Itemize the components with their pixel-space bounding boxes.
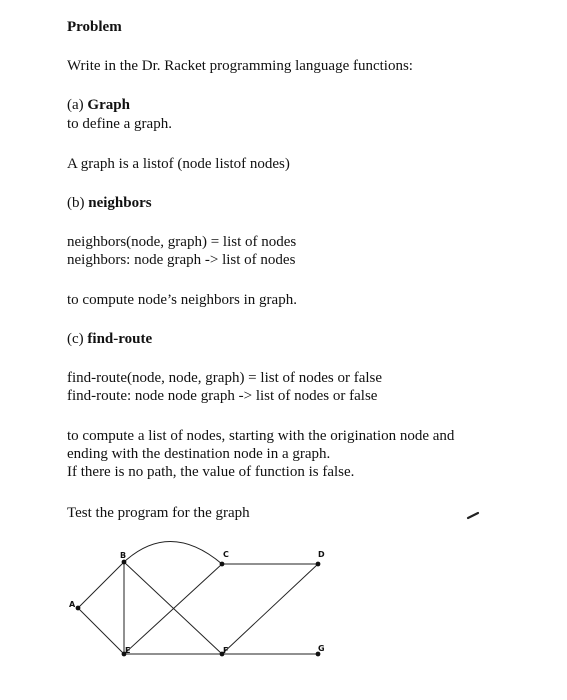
edge-a-e	[78, 608, 124, 654]
part-c-prefix: (c)	[67, 331, 88, 347]
part-b-prefix: (b)	[67, 195, 89, 211]
edge-f-d	[222, 564, 318, 654]
stray-mark	[468, 513, 478, 518]
graph-label-a: A	[69, 600, 76, 609]
part-c-signature-1: find-route(node, node, graph) = list of nodes or false	[67, 370, 383, 386]
graph-node-d	[316, 562, 321, 567]
graph-node-b	[122, 560, 127, 565]
graph-node-c	[220, 562, 225, 567]
edge-a-b	[78, 562, 124, 608]
graph-node-a	[76, 606, 81, 611]
problem-heading: Problem	[67, 19, 122, 35]
part-b-name: neighbors	[88, 195, 152, 211]
graph-label-d: D	[318, 550, 325, 559]
part-b-desc: to compute node’s neighbors in graph.	[67, 292, 297, 308]
graph-label-b: B	[120, 551, 127, 560]
edge-b-c	[124, 541, 222, 564]
part-c-signature-2: find-route: node node graph -> list of nodes or false	[67, 388, 378, 404]
part-b-signature-2: neighbors: node graph -> list of nodes	[67, 252, 296, 268]
graph-definition: A graph is a listof (node listof nodes)	[67, 156, 290, 172]
part-c-desc-3: If there is no path, the value of function is false.	[67, 464, 355, 480]
part-a-prefix: (a)	[67, 97, 88, 113]
part-c-desc-2: ending with the destination node in a graph.	[67, 446, 331, 462]
part-a-desc: to define a graph.	[67, 116, 172, 132]
intro-text: Write in the Dr. Racket programming language functions:	[67, 58, 413, 74]
test-instruction: Test the program for the graph	[67, 505, 250, 521]
graph-label-g: G	[318, 644, 325, 653]
part-c-name: find-route	[87, 331, 153, 347]
graph-label-f: F	[223, 646, 229, 655]
part-c-desc-1: to compute a list of nodes, starting with the origination node and	[67, 428, 455, 444]
part-a-name: Graph	[87, 97, 130, 113]
graph-label-e: E	[125, 646, 131, 655]
graph-label-c: C	[223, 550, 229, 559]
part-b-signature-1: neighbors(node, graph) = list of nodes	[67, 234, 297, 250]
